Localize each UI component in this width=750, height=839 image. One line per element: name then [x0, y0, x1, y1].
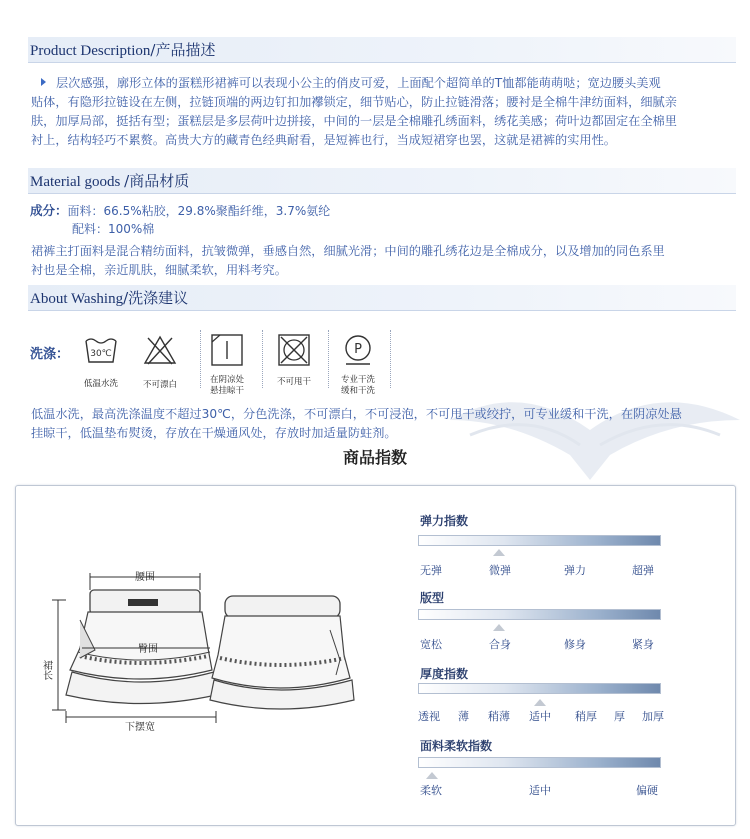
bullet-triangle-icon [41, 78, 46, 86]
hem-label: 下摆宽 [125, 722, 155, 733]
separator [390, 330, 391, 388]
product-index-heading: 商品指数 [342, 448, 407, 467]
professional-dry-clean-caption [329, 375, 387, 397]
thickness-label-5: 厚 [614, 710, 625, 723]
thickness-label-2: 稍薄 [488, 710, 510, 723]
material-title-zh: /商品材质 [124, 172, 190, 190]
washing-header [28, 285, 736, 311]
separator [262, 330, 263, 388]
no-bleach-icon [142, 332, 178, 368]
product-description-line-2: 贴体，有隐形拉链设在左侧，拉链顶端的两边钉扣加襻锁定，细节贴心，防止拉链滑落；腰衬是全棉牛津纺面料，细腻亲 [31, 95, 677, 109]
product-description-text [31, 74, 741, 150]
washing-line-2: 挂晾干，低温垫布熨烫，存放在干燥通风处，存放时加适量防蛀剂。 [31, 426, 397, 440]
washing-text [31, 405, 747, 443]
softness-label-2: 偏硬 [636, 784, 658, 797]
thickness-marker [534, 699, 546, 706]
product-description-line-3: 肤，加厚局部，挺括有型；蛋糕层是多层荷叶边拼接，中间的一层是全棉雕孔绣面料，绣花美感；荷叶边都固定在全棉里 [31, 114, 677, 128]
material-line-1: 裙裤主打面料是混合精纺面料，抗皱微弹，垂感自然，细腻光滑；中间的雕孔绣花边是全棉成分，以及增加的同色系里 [31, 244, 665, 258]
thickness-label-4: 稍厚 [575, 710, 597, 723]
shade-dry-caption [197, 375, 257, 397]
dry-clean-caption-2: 缓和干洗 [340, 386, 375, 396]
softness-label-1: 适中 [529, 784, 551, 797]
material-text [31, 242, 741, 280]
professional-dry-clean-icon [340, 332, 376, 368]
thickness-label-6: 加厚 [642, 710, 664, 723]
no-tumble-dry-caption: 不可甩干 [276, 377, 311, 387]
shade-dry-caption-2: 悬挂晾干 [209, 386, 244, 396]
fit-title: 版型 [420, 591, 445, 605]
material-header [28, 168, 736, 194]
material-title-en: Material goods [30, 174, 125, 190]
dry-clean-caption-1: 专业干洗 [340, 375, 375, 385]
thickness-label-3: 适中 [529, 710, 551, 723]
composition-label: 成分： [30, 203, 68, 218]
fit-label-1: 合身 [489, 638, 511, 651]
washing-line-1: 低温水洗，最高洗涤温度不超过30℃，分色洗涤，不可漂白，不可浸泡，不可甩干或绞拧，可专业缓和干洗，在阴凉处悬 [31, 407, 682, 421]
fit-label-0: 宽松 [420, 638, 442, 651]
softness-title: 面料柔软指数 [420, 739, 493, 753]
softness-label-0: 柔软 [420, 784, 442, 797]
wash-30-icon [83, 332, 119, 368]
product-description-line-4: 衬上，结构轻巧不累赘。高贵大方的藏青色经典耐看，是短裤也行，当成短裙穿也罢，这就是裙裤的实用性。 [31, 133, 616, 147]
product-description-header [28, 37, 736, 63]
fit-label-3: 紧身 [632, 638, 654, 651]
softness-bar [418, 757, 661, 768]
shade-dry-caption-1: 在阴凉处 [209, 375, 244, 385]
no-bleach-caption: 不可漂白 [142, 380, 177, 390]
product-description-line-1: 层次感强，廓形立体的蛋糕形裙裤可以表现小公主的俏皮可爱，上面配个超简单的T恤都能萌萌哒；宽边腰头美观 [56, 76, 661, 90]
material-composition [30, 201, 330, 219]
product-description-title-en: Product Description [30, 43, 151, 59]
product-description-title-zh: /产品描述 [150, 41, 216, 59]
fit-bar [418, 609, 661, 620]
material-line-2: 衬也是全棉，亲近肌肤，细腻柔软，用料考究。 [31, 263, 287, 277]
wash-30-caption: 低温水洗 [83, 379, 118, 389]
elasticity-bar [418, 535, 661, 546]
elasticity-label-0: 无弹 [420, 564, 442, 577]
thickness-label-0: 透视 [418, 710, 440, 723]
elasticity-label-2: 弹力 [564, 564, 586, 577]
washing-title-en: About Washing [30, 291, 124, 307]
elasticity-label-1: 微弹 [489, 564, 511, 577]
thickness-label-1: 薄 [458, 710, 469, 723]
lining-composition: 配料：100%棉 [72, 222, 155, 236]
softness-marker [426, 772, 438, 779]
fit-marker [493, 624, 505, 631]
no-tumble-dry-icon [276, 332, 312, 368]
shade-dry-icon [209, 332, 245, 368]
length-label: 裙长 [40, 660, 52, 680]
wash-temp-text: 30℃ [90, 349, 112, 359]
thickness-bar [418, 683, 661, 694]
fit-label-2: 修身 [564, 638, 586, 651]
hip-label: 臀围 [138, 644, 158, 655]
dry-clean-letter: P [354, 342, 362, 357]
washing-title-zh: /洗涤建议 [123, 289, 189, 307]
elasticity-marker [493, 549, 505, 556]
fabric-composition: 面料：66.5%粘胶，29.8%聚酯纤维，3.7%氨纶 [67, 204, 331, 218]
elasticity-title: 弹力指数 [420, 514, 469, 528]
washing-label: 洗涤： [30, 347, 70, 362]
elasticity-label-3: 超弹 [632, 564, 654, 577]
thickness-title: 厚度指数 [420, 667, 469, 681]
waist-label: 腰围 [135, 572, 155, 583]
skirt-measurement-diagram [40, 560, 360, 735]
